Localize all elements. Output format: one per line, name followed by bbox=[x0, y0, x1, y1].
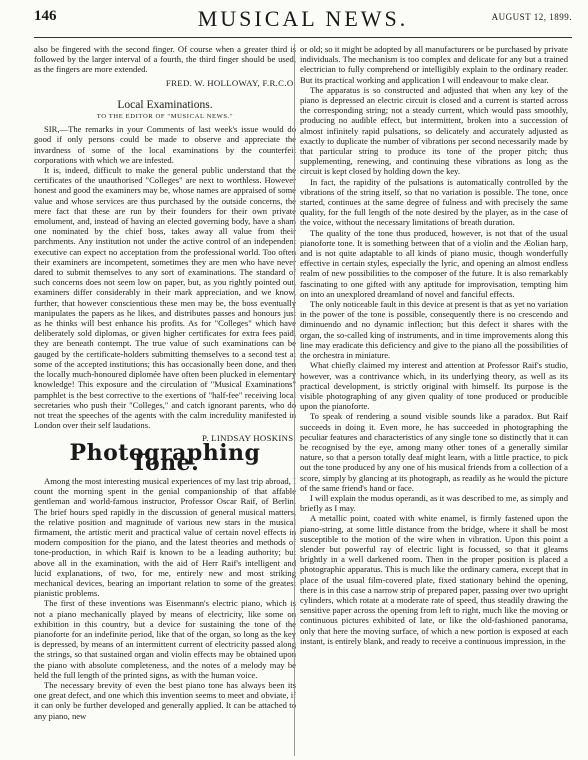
right-paragraph-6: What chiefly claimed my interest and attention at Professor Raif's studio, however, was a contrivance which, in its underlying theory, as well as its practical development, is strictly original with himself. Its purpose is the visible photographing of any given quality of tone produced or producible upon the pianoforte. bbox=[300, 360, 568, 412]
page-number: 146 bbox=[34, 8, 57, 24]
local-exams-signature: P. LINDSAY HOSKINS. bbox=[201, 433, 296, 444]
photo-paragraph-2: The first of these inventions was Eisenmann's electric piano, which is not a piano mechanically played by means of electricity, like some on exhibition in this country, but a device for sustaining the tone of the pianoforte for an indefinite period, like that of the organ, so long as the key is depressed, by means of an intermittent current of electricity passed along the strings, so that sustained organ and violin effects may be obtained upon the piano with absolute completeness, and the notes of a melody may be held the full length of the printed signs, as with the human voice. bbox=[34, 598, 296, 680]
opening-paragraph: also be fingered with the second finger. Of course when a greater third is followed by the larger interval of a fourth, the third finger should be used, as the fingers are more extended. bbox=[34, 44, 296, 75]
right-paragraph-9: A metallic point, coated with white enamel, is firmly fastened upon the piano-string, at some little distance from the bridge, where it shall be most susceptible to the motion of the wire when in vibration. Upon this point a slender but powerful ray of electric light is focussed, so that it gleams brightly in a well darkened room. Then in the proper position is placed a photographic apparatus. This is much like the ordinary camera, except that in place of the usual film-covered plate, fixed stationary behind the opening, there is in this case a narrow strip of prepared paper, passing over two upright cylinders, which rotate at a moderate rate of speed, thus steadily drawing the sensitive paper across the opening from left to right, much like the moving or continuous pictures exhibited of late, or like the old-fashioned panorama, only that here the moving surface, of which a new portion is exposed at each instant, is entirely blank, and ready to receive a continuous impression, in the bbox=[300, 513, 568, 646]
left-column bbox=[34, 44, 296, 721]
local-exams-title: Local Examinations. bbox=[117, 98, 213, 111]
page-header bbox=[34, 6, 572, 36]
photographing-tone-title: Photographing Tone. bbox=[69, 439, 261, 476]
issue-date: AUGUST 12, 1899. bbox=[491, 12, 572, 22]
right-paragraph-3: In fact, the rapidity of the pulsations is automatically controlled by the vibrations of the string itself, so that no variation is possible. The tone, once started, continues at the same degree of fulness and with precisely the same quality, for the full length of the note desired by the player, as in the case of the voice, without the necessary limitations of breath duration. bbox=[300, 176, 568, 228]
local-exams-paragraph-1: SIR,—The remarks in your Comments of last week's issue would do good if only persons could be made to observe and appreciate the invardness of some of the local examinations by the counterfeit corporations with which we are infested. bbox=[34, 124, 296, 165]
right-paragraph-1: or old; so it might be adopted by all manufacturers or be purchased by private individuals. The mechanism is too complex and delicate for any but a trained electrician to fully comprehend or intelligibly explain to the ordinary reader. But its practical working and application I will endeavour to make clear. bbox=[300, 44, 568, 85]
photo-paragraph-3: The necessary brevity of even the best piano tone has always been its one great defect, and one which this invention seems to meet and obviate, if it can only be further developed and generally applied. It can be attached to any piano, new bbox=[34, 679, 296, 721]
right-paragraph-8: I will explain the modus operandi, as it was described to me, as simply and briefly as I may. bbox=[300, 492, 568, 514]
local-exams-subtitle: TO THE EDITOR OF "MUSICAL NEWS." bbox=[96, 113, 234, 121]
right-column bbox=[300, 44, 568, 646]
right-paragraph-7: To speak of rendering a sound visible sounds like a paradox. But Raif succeeds in doing it. Even more, he has succeeded in photographing the peculiar features and characteristics of any single tone so distinctly that it can be recognised by the eye, among many other tones of a generally similar nature, so that a person totally deaf might learn, with a little practice, to pick out the tone produced by any one of his musical friends from a collection of a score, simply by glancing at its photograph, as readily as he would the picture of the same friend's hand or face. bbox=[300, 411, 568, 493]
column-divider bbox=[294, 44, 295, 756]
right-paragraph-4: The quality of the tone thus produced, however, is not that of the usual pianoforte tone. It is something between that of a violin and the Æolian harp, and is not quite adaptable to all kinds of piano music, though wonderfully effective in certain styles, especially the lyric, and opening an almost endless realm of new possibilities to the composer of the future. It is also remarkably fascinating to one gifted with any aptitude for improvisation, tempting him on into an unexplored dreamland of novel and fanciful effects. bbox=[300, 227, 568, 299]
masthead-title: MUSICAL NEWS. bbox=[197, 6, 409, 31]
photo-paragraph-1: Among the most interesting musical experiences of my last trip abroad, I count the morning spent in the genial companionship of that affable gentleman and world-famous instructor, Professor Oscar Raif, of Berlin. The brief hours sped rapidly in the discussion of general musical matters, the relative position and magnitude of various new stars in the musical firmament, the artistic merit and practical value of certain novel effects in modern composition for the piano, and the latest theories and methods of tone-production, in which Raif is known to be a leading authority; but above all in the examination, with the aid of Herr Raif's intelligent and lucid explanations, of two, for me, entirely new and most striking mechanical devices, bearing an important relation to some of the greatest pianistic problems. bbox=[34, 475, 296, 599]
right-paragraph-5: The only noticeable fault in this device at present is that as yet no variation in the power of the tone is possible, consequently there is no crescendo and diminuendo and no dynamic inflection; but this defect it shares with the organ, the so-called king of instruments, and in time improvements along this line may eradicate this deficiency and give to the piano all the possibilities of the orchestra in miniature. bbox=[300, 299, 568, 361]
header-rule bbox=[34, 37, 572, 38]
right-paragraph-2: The apparatus is so constructed and adjusted that when any key of the piano is depressed an electric circuit is closed and a current is started across the corresponding string; not a steady current, which would pass smoothly, producing no audible effect, but intermittent, broken into a succession of almost infinitely rapid pulsations, so delicately and accurately adjusted as exactly to duplicate the number of vibrations per second necessarily made by that particular string to produce its tone of the proper pitch; thus supplementing, renewing, and continuing these vibrations as long as the circuit is kept closed by holding down the key. bbox=[300, 84, 568, 177]
opening-signature: FRED. W. HOLLOWAY, F.R.C.O. bbox=[165, 77, 296, 88]
local-exams-paragraph-2: It is, indeed, difficult to make the general public understand that the certificates of the unauthorised "Colleges" are next to worthless. However honest and good the examiners may be, whose names are appraised of some value and whose services are thus purchased by the outside concerns, the mere fact that these are run by their founders for their own private emolument, and, instead of having an elected governing body, have a sham one nominated by the chief boss, takes away all value from their parchments. Any institution not under the active control of an independent executive can expect no acceptation from the professional world. Too often their examiners are incompetent, sometimes they are men who have never dared to submit themselves to any sort of examinations. The standard of such concerns does not seem low on paper, but, as you rightly pointed out, examiners differ considerably in their mark appreciation, and we know, further, that however conscientious these men may be, the boss eventually manipulates the papers as he likes, and distributes passes and honours just as he thinks will best enhance his profits. As for "Colleges" which have deliberately sold diplomas, or given higher certificates for extra fees paid, they are beneath contempt. The true value of such examinations can be gauged by the certificate-holders submitting themselves to a second test at some of the accepted institutions; this has occasionally been done, and then the locally much-honoured diplomée have often been plucked in elementary knowledge! This exposure and the circulation of "Musical Examinations" pamphlet is the best corrective to the exertions of "half-fee" receiving local secretaries who push their "Colleges," and catch ignorant parents, who do not treat the speeches of the agents with the calm incredulity manifested in London over their self laudations. bbox=[34, 165, 296, 431]
